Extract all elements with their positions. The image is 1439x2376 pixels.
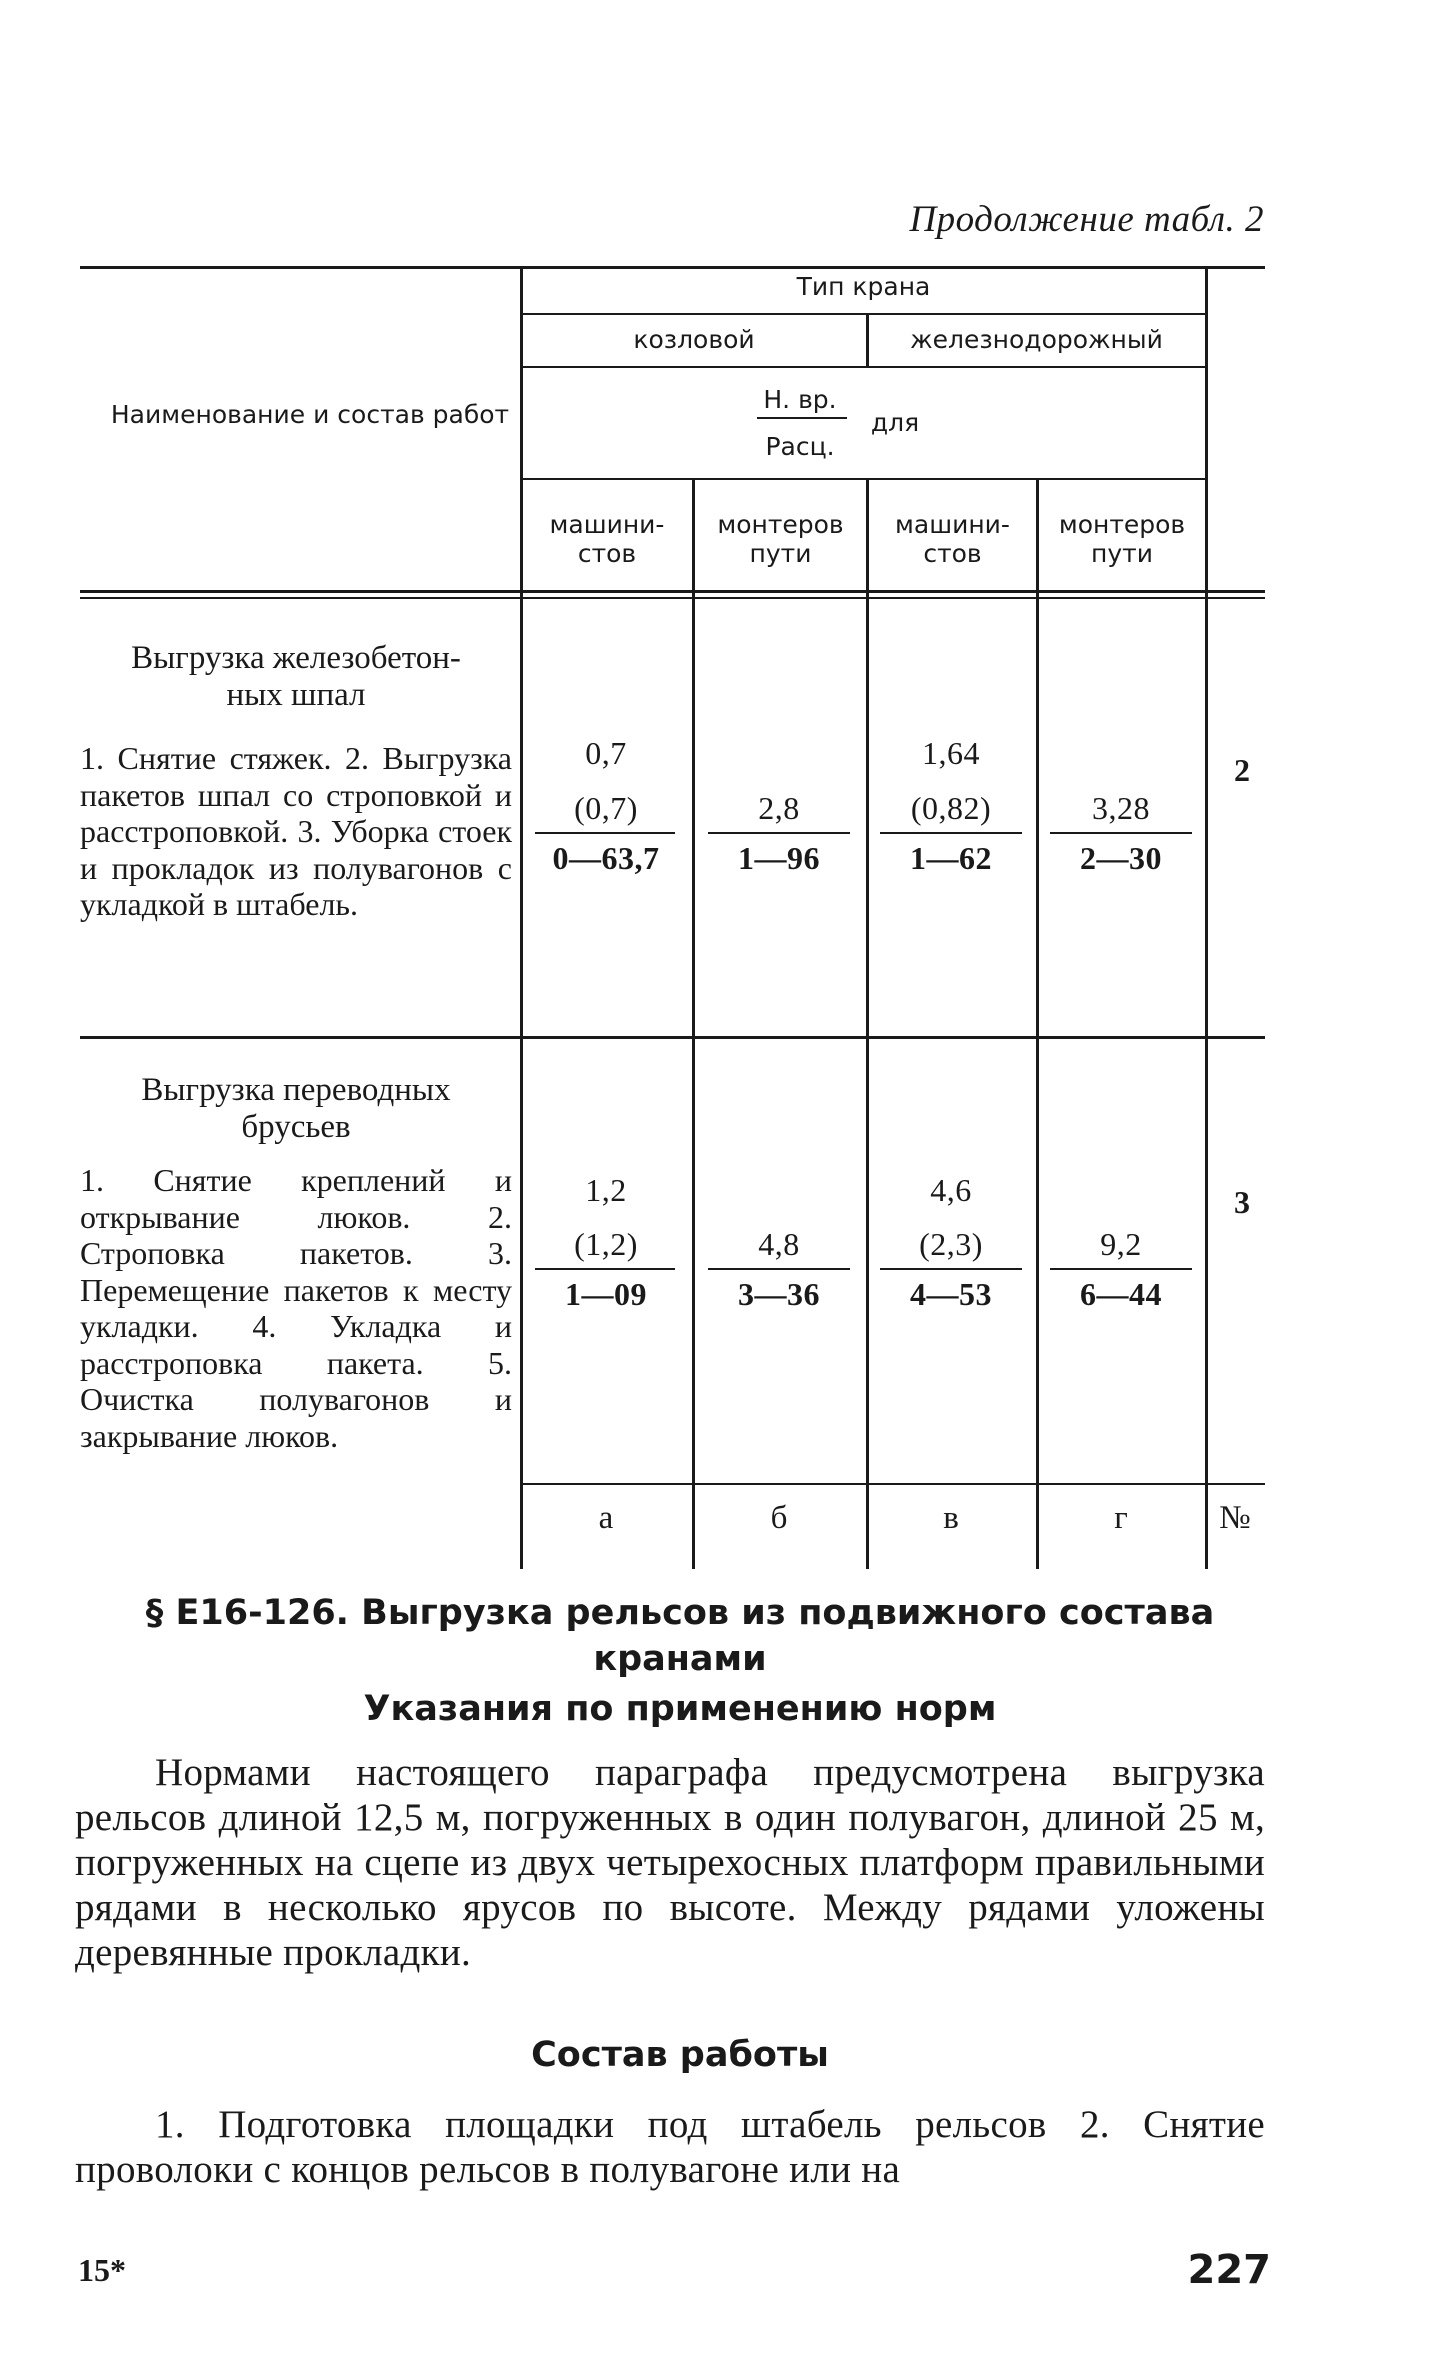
header-norm-numerator: Н. вр. (763, 385, 837, 414)
table-top-rule (80, 266, 1265, 269)
column-letter-d: г (1114, 1500, 1128, 1536)
row-1-b-time: 2,8 (758, 790, 800, 826)
norm-rule (522, 478, 1205, 480)
row-1-number: 2 (1234, 752, 1250, 788)
row-1-b-line (708, 832, 850, 834)
row-1-a-line (535, 832, 675, 834)
column-letter-a: а (598, 1500, 614, 1536)
signature-mark: 15* (78, 2252, 126, 2288)
row-1-c-rate: 1—62 (910, 840, 992, 876)
column-rule-5 (1205, 266, 1208, 1569)
row-2-a-line (535, 1268, 675, 1270)
row-2-b-rate: 3—36 (738, 1276, 820, 1312)
row-1-c-line (880, 832, 1022, 834)
row-2-number: 3 (1234, 1184, 1250, 1220)
crane-kind-rule (522, 366, 1205, 368)
column-letter-c: в (943, 1500, 959, 1536)
header-bottom-rule (80, 590, 1265, 593)
header-work-name: Наименование и состав работ (110, 400, 510, 429)
column-number-label: № (1219, 1500, 1251, 1536)
row-2-a-paren: (1,2) (574, 1226, 638, 1262)
row-1-a-paren: (0,7) (574, 790, 638, 826)
row-1-c-time: 1,64 (922, 735, 980, 771)
row-1-a-rate: 0—63,7 (552, 840, 660, 876)
row-2-c-rate: 4—53 (910, 1276, 992, 1312)
row-2-b-line (708, 1268, 850, 1270)
column-rule-2 (692, 478, 695, 1569)
header-col-operators-1: машини- стов (549, 510, 665, 568)
header-bottom-rule-2 (80, 597, 1265, 599)
column-rule-4 (1036, 478, 1039, 1569)
row-1-description: 1. Снятие стяжек. 2. Выгрузка пакетов шпал со строповкой и расстроповкой. 3. Уборка стоек и прокладок из полувагонов с укладкой в штабель. (80, 740, 512, 922)
row-2-title: Выгрузка переводных брусьев (141, 1072, 451, 1145)
header-norm-denominator: Расц. (765, 432, 835, 461)
paragraph-work-composition: 1. Подготовка площадки под штабель рельсов 2. Снятие проволоки с концов рельсов в полувагоне или на (75, 2103, 1265, 2191)
column-rule-3 (866, 478, 869, 1569)
row-2-d-line (1050, 1268, 1192, 1270)
header-norm-for: для (870, 408, 920, 437)
subheading-work-composition: Состав работы (531, 2035, 829, 2075)
header-railway: железнодорожный (910, 325, 1163, 354)
header-norm-fraction-line (757, 417, 847, 419)
row-separator-rule (80, 1036, 1265, 1039)
column-letter-b: б (770, 1500, 788, 1536)
column-rule-1 (520, 266, 523, 1569)
section-heading: § Е16-126. Выгрузка рельсов из подвижного состава кранами (145, 1593, 1215, 1679)
row-1-a-time: 0,7 (585, 735, 627, 771)
row-1-c-paren: (0,82) (910, 790, 992, 826)
row-2-a-time: 1,2 (585, 1172, 627, 1208)
row-1-d-time: 3,28 (1092, 790, 1150, 826)
header-col-operators-2: машини- стов (895, 510, 1010, 568)
crane-type-rule (522, 313, 1205, 315)
row-1-d-rate: 2—30 (1080, 840, 1162, 876)
header-col-track-2: монтеров пути (1058, 510, 1186, 568)
header-crane-type: Тип крана (796, 272, 931, 301)
row-2-c-paren: (2,3) (919, 1226, 983, 1262)
row-2-d-rate: 6—44 (1080, 1276, 1162, 1312)
paragraph-application-notes: Нормами настоящего параграфа предусмотрена выгрузка рельсов длиной 12,5 м, погруженных в один полувагон, длиной 25 м, погруженных на сцепе из двух четырехосных платформ правильными рядами в несколько ярусов по высоте. Между рядами уложены деревянные прокладки. (75, 1751, 1265, 1974)
row-2-c-time: 4,6 (930, 1172, 972, 1208)
row-2-description: 1. Снятие креплений и открывание люков. 2. Строповка пакетов. 3. Перемещение пакетов к месту укладки. 4. Укладка и расстроповка пакета. 5. Очистка полувагонов и закрывание люков. (80, 1162, 512, 1454)
page-number: 227 (1187, 2247, 1271, 2293)
header-col-track-1: монтеров пути (717, 510, 844, 568)
header-gantry: козловой (633, 325, 755, 354)
subheading-application-notes: Указания по применению норм (363, 1689, 997, 1729)
row-2-a-rate: 1—09 (565, 1276, 647, 1312)
row-2-c-line (880, 1268, 1022, 1270)
row-1-b-rate: 1—96 (738, 840, 820, 876)
row-1-d-line (1050, 832, 1192, 834)
row-1-title: Выгрузка железобетон- ных шпал (131, 640, 461, 713)
continuation-title: Продолжение табл. 2 (909, 199, 1264, 240)
row-2-d-time: 9,2 (1100, 1226, 1142, 1262)
letters-rule (522, 1483, 1265, 1485)
row-2-b-time: 4,8 (758, 1226, 800, 1262)
